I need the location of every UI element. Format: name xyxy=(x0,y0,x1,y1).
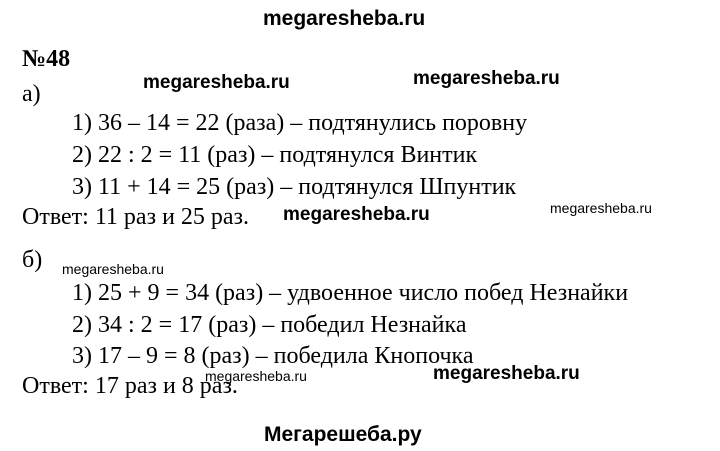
part-b-label: б) xyxy=(22,247,43,273)
watermark-footer: Мегарешеба.ру xyxy=(264,423,422,446)
watermark-mid-left: megaresheba.ru xyxy=(143,72,290,93)
part-a-step-2: 2) 22 : 2 = 11 (раз) – подтянулся Винтик xyxy=(72,142,478,168)
watermark-answer-b-small: megaresheba.ru xyxy=(205,368,307,384)
part-b-step-3: 3) 17 – 9 = 8 (раз) – победила Кнопочка xyxy=(72,343,474,369)
watermark-b-small: megaresheba.ru xyxy=(62,261,164,277)
part-b-answer: Ответ: 17 раз и 8 раз. xyxy=(22,373,238,399)
part-a-answer: Ответ: 11 раз и 25 раз. xyxy=(22,204,250,230)
part-b-step-2: 2) 34 : 2 = 17 (раз) – победил Незнайка xyxy=(72,312,467,338)
watermark-side-small: megaresheba.ru xyxy=(550,200,652,216)
watermark-top: megaresheba.ru xyxy=(263,7,426,30)
part-b-step-1: 1) 25 + 9 = 34 (раз) – удвоенное число побед Незнайки xyxy=(72,280,629,306)
watermark-mid-right: megaresheba.ru xyxy=(413,68,560,89)
part-a-label: а) xyxy=(22,81,41,107)
watermark-answer-a: megaresheba.ru xyxy=(283,204,430,225)
task-number: №48 xyxy=(22,46,71,72)
part-a-step-1: 1) 36 – 14 = 22 (раза) – подтянулись поровну xyxy=(72,110,528,136)
part-a-step-3: 3) 11 + 14 = 25 (раз) – подтянулся Шпунтик xyxy=(72,174,517,200)
watermark-answer-b-big: megaresheba.ru xyxy=(433,363,580,384)
